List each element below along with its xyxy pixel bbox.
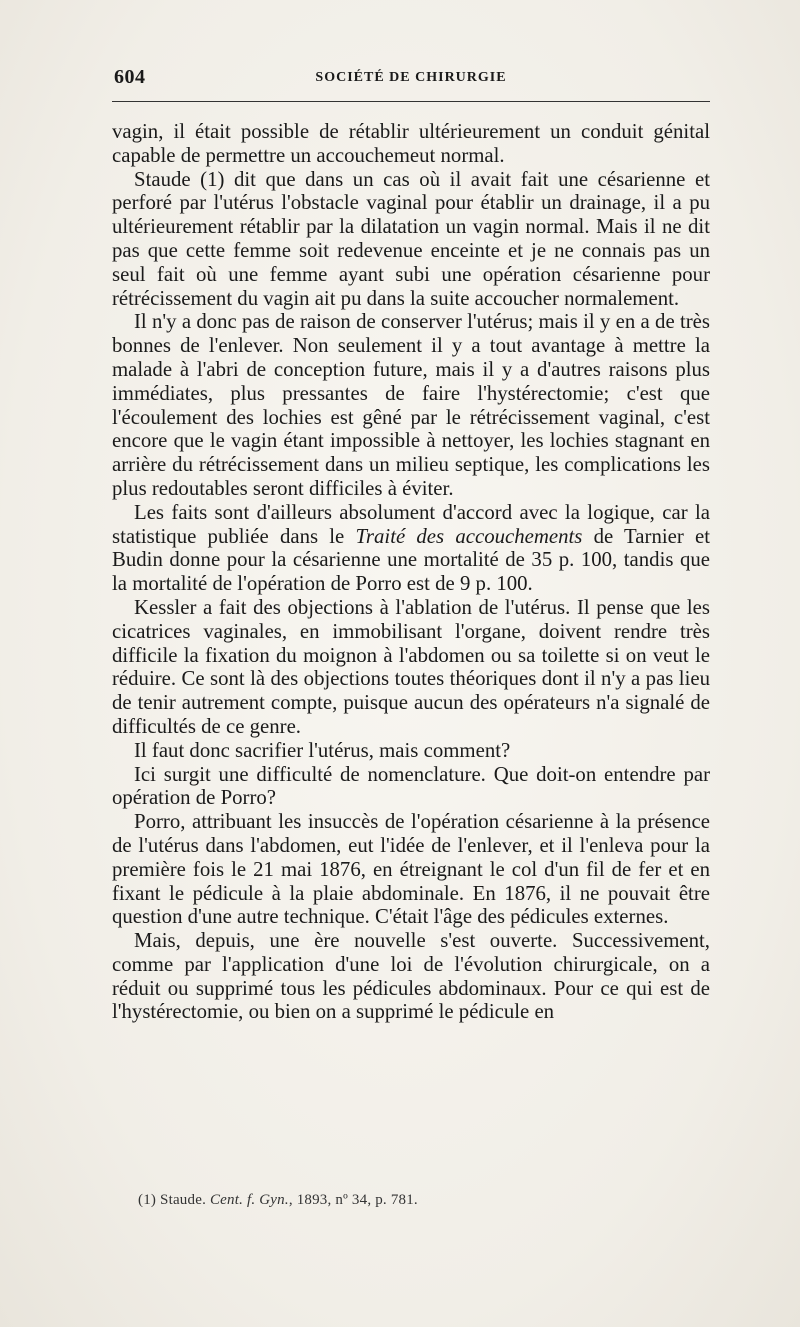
header-rule bbox=[112, 101, 710, 102]
page-number: 604 bbox=[114, 66, 146, 88]
page-header bbox=[112, 64, 710, 94]
paragraph-text: Les faits sont d'ailleurs absolument d'accord avec la logique, car la statistique publiée dans le bbox=[112, 500, 710, 548]
paragraph-text: de Tarnier et Budin donne pour la césarienne une mortalité de 35 p. 100, tandis que la mortalité de l'opération de Porro est de 9 p. 100. bbox=[112, 524, 710, 596]
paragraph: Mais, depuis, une ère nouvelle s'est ouverte. Successivement, comme par l'application d'une loi de l'évolution chirurgicale, on a réduit ou supprimé tous les pédicules abdominaux. Pour ce qui est de l'hystérectomie, ou bien on a supprimé le pédicule en bbox=[112, 929, 710, 1024]
paragraph-continuation: vagin, il était possible de rétablir ultérieurement un conduit génital capable de permettre un accouchemeut normal. bbox=[112, 120, 710, 167]
paragraph: Staude (1) dit que dans un cas où il avait fait une césarienne et perforé par l'utérus l'obstacle vaginal pour établir un drainage, il a pu ultérieurement rétablir par la dilatation un vagin normal. Mais il ne dit pas que cette femme soit redevenue enceinte et je ne connais pas un seul fait où une femme ayant subi une opération césarienne pour rétrécissement du vagin ait pu dans la suite accoucher normalement. bbox=[112, 167, 710, 310]
footnote-text: , 1893, nº 34, p. 781. bbox=[288, 1192, 418, 1208]
paragraph: Il n'y a donc pas de raison de conserver l'utérus; mais il y en a de très bonnes de l'enlever. Non seulement il y a tout avantage à mettre la malade à l'abri de conception future, mais il y a d'autres raisons plus immédiates, plus pressantes de faire l'hystérectomie; c'est que l'écoulement des lochies est gêné par le rétrécissement vaginal, c'est encore que le vagin étant impossible à nettoyer, les lochies stagnant en arrière du rétrécissement dans un milieu septique, les complications les plus redoutables seront difficiles à éviter. bbox=[112, 310, 710, 500]
footnote bbox=[138, 1192, 418, 1209]
paragraph: Porro, attribuant les insuccès de l'opération césarienne à la présence de l'utérus dans l'abdomen, eut l'idée de l'enlever, et il l'enleva pour la première fois le 21 mai 1876, en étreignant le col d'un fil de fer et en fixant le pédicule à la plaie abdominale. En 1876, il ne pouvait être question d'une autre technique. C'était l'âge des pédicules externes. bbox=[112, 810, 710, 929]
paragraph-with-citation bbox=[112, 501, 710, 596]
paragraph: Il faut donc sacrifier l'utérus, mais comment? bbox=[134, 738, 511, 762]
journal-title: Cent. f. Gyn. bbox=[209, 1192, 289, 1208]
paragraph: Ici surgit une difficulté de nomenclature. Que doit-on entendre par opération de Porro? bbox=[112, 762, 710, 810]
body-text bbox=[112, 120, 710, 1024]
book-title: Traité des accouchements bbox=[355, 524, 583, 548]
paragraph: Kessler a fait des objections à l'ablation de l'utérus. Il pense que les cicatrices vaginales, en immobilisant l'organe, doivent rendre très difficile la fixation du moignon à l'abdomen ou sa toilette si on veut le réduire. Ce sont là des objections toutes théoriques dont il n'y a pas lieu de tenir autrement compte, puisque aucun des opérateurs n'a signalé de difficultés de ce genre. bbox=[112, 595, 710, 738]
footnote-text: (1) Staude. bbox=[138, 1192, 210, 1208]
running-title: SOCIÉTÉ DE CHIRURGIE bbox=[315, 70, 507, 85]
